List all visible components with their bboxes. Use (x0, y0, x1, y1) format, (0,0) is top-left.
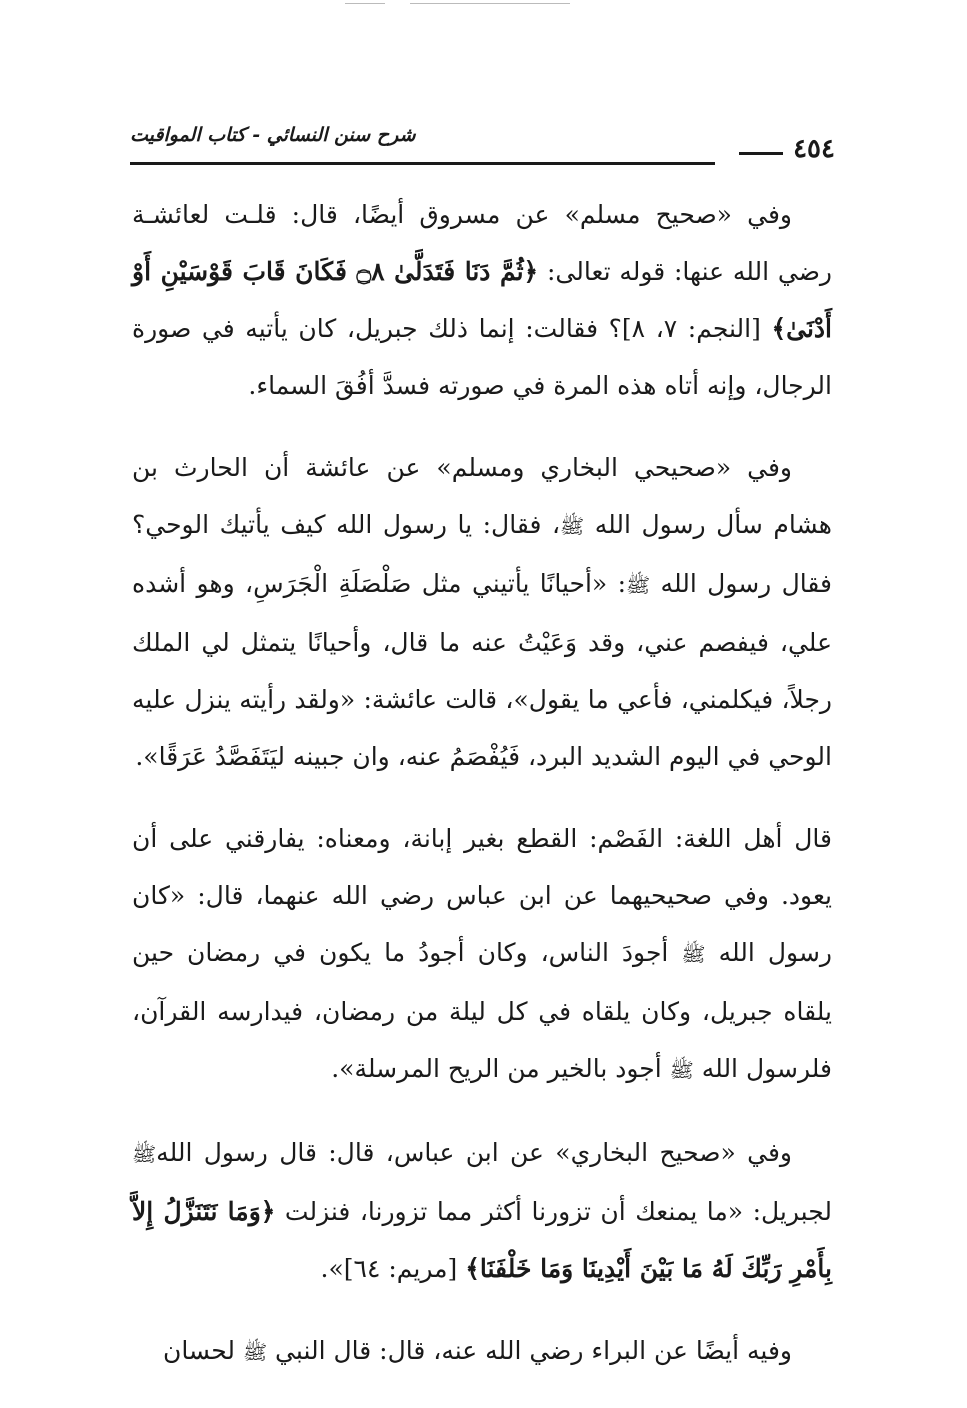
paragraph-2 (132, 439, 832, 785)
honorific-glyph: ﷺ (681, 942, 706, 966)
p1-text-b: [النجم: ٧، ٨]؟ فقالت: إنما ذلك جبريل، كان يأتيه في صورة الرجال، وإنه أتاه هذه المرة في صورته فسدَّ أفُقَ السماء. (132, 314, 832, 400)
top-mark-right (410, 3, 570, 4)
p3-text-b: أجودَ الناس، وكان أجودُ ما يكون في رمضان حين يلقاه جبريل، وكان يلقاه في كل ليلة من رمضان، فيدارسه القرآن، فلرسول الله (132, 938, 832, 1083)
honorific-glyph: ﷺ (132, 1142, 157, 1166)
page-number-dash (739, 152, 783, 155)
page-header (130, 118, 835, 168)
p2-text-c: : «أحيانًا يأتيني مثل صَلْصَلَةِ الْجَرَسِ، وهو أشده علي، فيفصم عني، وقد وَعَيْتُ عنه ما قال، وأحيانًا يتمثل لي الملك رجلاً، فيكلمني، فأعي ما يقول»، قالت عائشة: «ولقد رأيته ينزل عليه الوحي في اليوم الشديد البرد، فَيُفْصَمُ عنه، وان جبينه ليَتَفَصَّدُ عَرَقًا». (132, 569, 832, 771)
p4-text-b: لجبريل: «ما يمنعك أن تزورنا أكثر مما تزورنا، فنزلت (275, 1197, 832, 1226)
p4-quran-verse: ﴿وَمَا نَتَنَزَّلُ إِلاَّ بِأَمْرِ رَبِّكَ لَهُ مَا بَيْنَ أَيْدِينَا وَمَا خَلْفَنَا﴾ (132, 1197, 832, 1283)
running-title: شرح سنن النسائي - كتاب المواقيت (130, 124, 416, 146)
p5-text-b: لحسان (162, 1336, 243, 1365)
p4-text-a: وفي «صحيح البخاري» عن ابن عباس، قال: قال رسول الله (156, 1138, 792, 1167)
paragraph-4 (132, 1124, 832, 1297)
p3-text-c: أجود بالخير من الريح المرسلة». (331, 1054, 670, 1083)
honorific-glyph: ﷺ (560, 514, 585, 538)
paragraph-5 (132, 1322, 832, 1381)
page-body (132, 186, 832, 1406)
honorific-glyph: ﷺ (669, 1058, 694, 1082)
honorific-glyph: ﷺ (626, 573, 651, 597)
p3-text-a: قال أهل اللغة: الفَصْم: القطع بغير إبانة، ومعناه: يفارقني على أن يعود. وفي صحيحيهما عن ابن عباس رضي الله عنهما، قال: «كان رسول الله (132, 824, 832, 967)
page-number: ٤٥٤ (793, 134, 835, 164)
p4-text-c: [مريم: ٦٤]». (320, 1254, 466, 1283)
honorific-glyph: ﷺ (242, 1340, 268, 1364)
p1-quran-verse: ﴿ثُمَّ دَنَا فَتَدَلَّىٰ ۝٨ فَكَانَ قَابَ قَوْسَيْنِ أَوْ أَدْنَىٰ﴾ (132, 257, 832, 343)
p5-text-a: وفيه أيضًا عن البراء رضي الله عنه، قال: قال النبي (267, 1336, 792, 1365)
p2-text-a: وفي «صحيحي البخاري ومسلم» عن عائشة أن الحارث بن هشام سأل رسول الله (132, 453, 832, 539)
paragraph-3 (132, 810, 832, 1099)
top-mark-left (345, 3, 385, 4)
p2-text-b: ، فقال: يا رسول الله كيف يأتيك الوحي؟ فقال رسول الله (132, 510, 832, 598)
header-rule (130, 162, 715, 165)
paragraph-1 (132, 186, 832, 414)
p1-text-a: وفي «صحيح مسلم» عن مسروق أيضًا، قال: قلـت لعائشـة رضي الله عنها: قوله تعالى: (132, 200, 832, 286)
top-scan-marks (0, 0, 967, 20)
